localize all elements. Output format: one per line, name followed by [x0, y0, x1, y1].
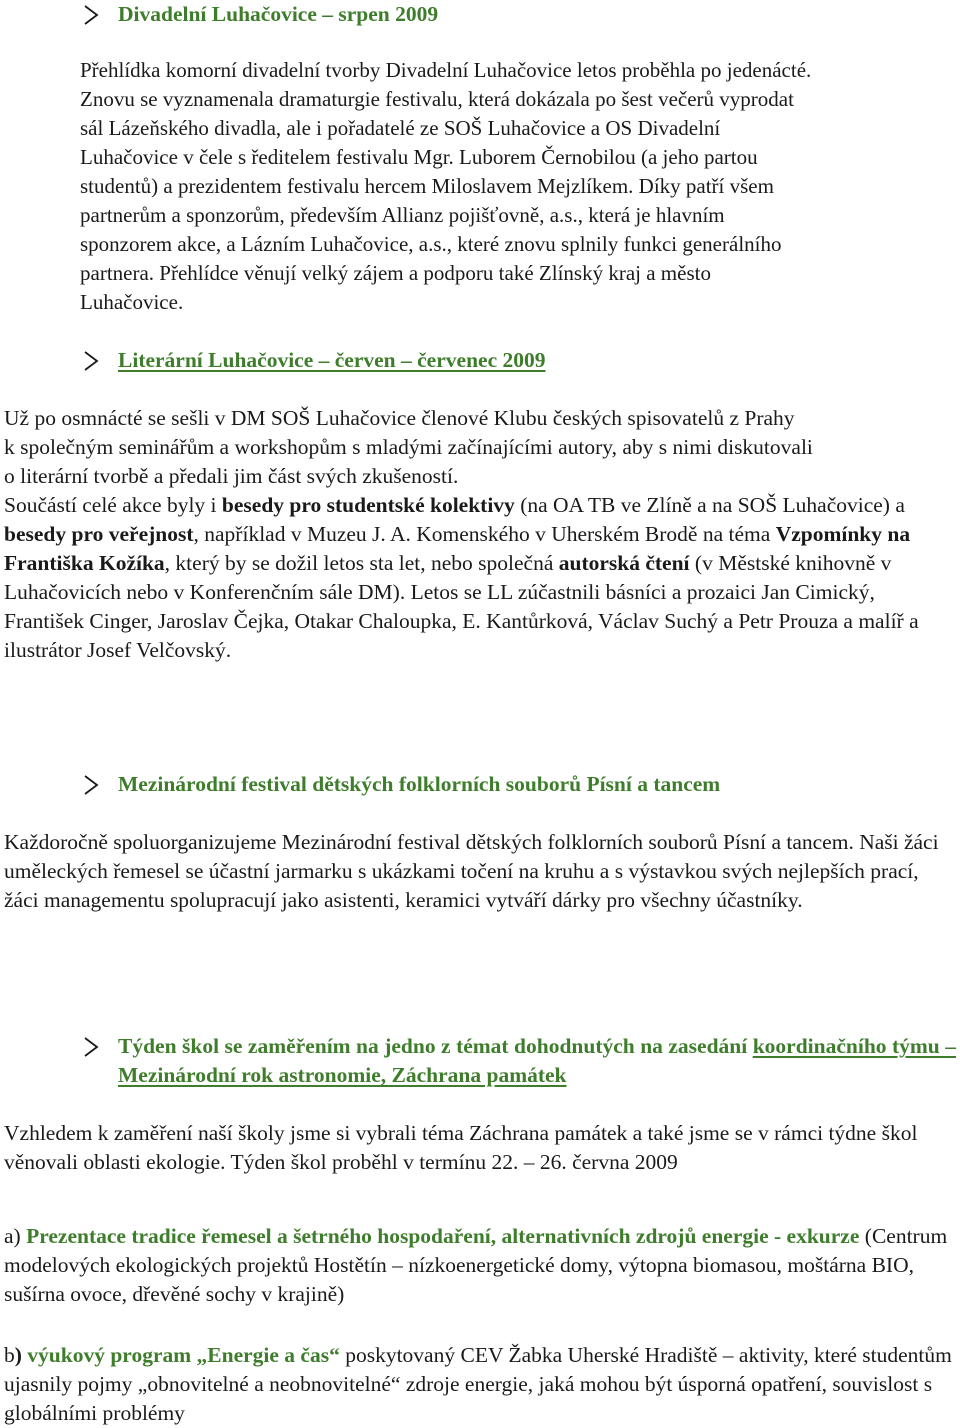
- item-prefix: b: [4, 1343, 15, 1367]
- item-highlight: výukový program „Energie a čas“: [21, 1343, 340, 1367]
- heading-text: Divadelní Luhačovice – srpen 2009: [118, 2, 439, 26]
- text-run: , který by se dožil letos sta let, nebo společná: [164, 551, 559, 575]
- text-line: Luhačovice v čele s ředitelem festivalu Mgr. Luborem Černobilou (a jeho partou: [80, 145, 758, 169]
- text-line: partnera. Přehlídce věnují velký zájem a podporu také Zlínský kraj a město: [80, 261, 711, 285]
- text-run: Součástí celé akce byly i: [4, 493, 222, 517]
- text-run: (na OA TB ve Zlíně a na SOŠ Luhačovice) a: [514, 493, 905, 517]
- text-line: Luhačovice.: [80, 290, 184, 314]
- item-prefix: a): [4, 1224, 27, 1248]
- text-line: k společným seminářům a workshopům s mladými začínajícími autory, aby s nimi diskutovali: [4, 435, 813, 459]
- item-prefix-bold: ): [14, 1343, 22, 1367]
- text-line: sál Lázeňského divadla, ale i pořadatelé ze SOŠ Luhačovice a OS Divadelní: [80, 116, 721, 140]
- paragraph-tyden-skol: Vzhledem k zaměření naší školy jsme si vybrali téma Záchrana památek a také jsme se v rámci týdne škol věnovali oblasti ekologie. Týden škol proběhl v termínu 22. – 26. června 2009: [4, 1121, 918, 1174]
- text-line: studentů) a prezidentem festivalu hercem Miloslavem Mejzlíkem. Díky patří všem: [80, 174, 774, 198]
- text-line: Znovu se vyznamenala dramaturgie festivalu, která dokázala po šest večerů vyprodat: [80, 87, 794, 111]
- paragraph-literarni-2: [4, 491, 956, 665]
- item-text: poskytovaný CEV Žabka Uherské Hradiště – aktivity, které studentům ujasnily pojmy „obnovitelné a neobnovitelné“ zdroje energie, jaká mohou být úsporná opatření, souvislost s globálními problémy: [4, 1343, 952, 1425]
- bold-run: autorská čtení: [558, 551, 690, 575]
- heading-literarni-luhacovice: [82, 346, 956, 375]
- heading-folklorni-festival: [82, 770, 956, 799]
- bold-run: Vzpomínky na Františka Kožíka: [4, 522, 911, 575]
- text-run: (v Městské knihovně v Luhačovicích nebo v Konferenčním sále DM). Letos se LL zúčastnili básníci a prozaici Jan Cimický, František Cinger, Jaroslav Čejka, Otakar Chaloupka, E. Kantůrková, Václav Suchý a Petr Prouza a malíř a ilustrátor Josef Velčovský.: [4, 551, 919, 662]
- heading-divadelni-luhacovice: [82, 0, 956, 29]
- text-line: sponzorem akce, a Lázním Luhačovice, a.s., které znovu splnily funkci generálního: [80, 232, 782, 256]
- arrowhead-bullet-icon: [82, 770, 100, 799]
- item-text: (Centrum modelových ekologických projektů Hostětín – nízkoenergetické domy, výtopna biomasou, moštárna BIO, sušírna ovoce, dřevěné sochy v krajině): [4, 1224, 948, 1306]
- heading-text: [118, 1032, 956, 1090]
- bold-run: besedy pro veřejnost: [4, 522, 194, 546]
- item-a: [4, 1222, 956, 1309]
- item-b: [4, 1341, 956, 1428]
- heading-text: Mezinárodní festival dětských folklorních souborů Písní a tancem: [118, 772, 721, 796]
- heading-part: Týden škol se zaměřením na jedno z témat dohodnutých na zasedání: [118, 1034, 748, 1058]
- paragraph-divadelni: [80, 56, 950, 317]
- heading-tyden-skol: [82, 1032, 956, 1090]
- bold-run: besedy pro studentské kolektivy: [221, 493, 515, 517]
- text-line: o literární tvorbě a předali jim část svých zkušeností.: [4, 464, 459, 488]
- item-highlight: Prezentace tradice řemesel a šetrného hospodaření, alternativních zdrojů energie - exkurze: [26, 1224, 860, 1248]
- text-line: Přehlídka komorní divadelní tvorby Divadelní Luhačovice letos proběhla po jedenácté.: [80, 58, 812, 82]
- text-run: , například v Muzeu J. A. Komenského v Uherském Brodě na téma: [193, 522, 776, 546]
- heading-part-underlined: koordinačního týmu – Mezinárodní rok astronomie, Záchrana památek: [118, 1034, 956, 1087]
- text-line: partnerům a sponzorům, především Allianz pojišťovně, a.s., která je hlavním: [80, 203, 725, 227]
- paragraph-literarni-1: [4, 404, 956, 491]
- text-line: Už po osmnácté se sešli v DM SOŠ Luhačovice členové Klubu českých spisovatelů z Prahy: [4, 406, 795, 430]
- paragraph-folklorni: Každoročně spoluorganizujeme Mezinárodní festival dětských folklorních souborů Písní a tancem. Naši žáci uměleckých řemesel se účastní jarmarku s ukázkami točení na kruhu a s výstavkou svých nejlepších prací, žáci managementu spolupracují jako asistenti, keramici vytváří dárky pro všechny účastníky.: [4, 830, 939, 912]
- heading-text: Literární Luhačovice – červen – červenec 2009: [118, 348, 546, 372]
- arrowhead-bullet-icon: [82, 1032, 100, 1061]
- arrowhead-bullet-icon: [82, 346, 100, 375]
- arrowhead-bullet-icon: [82, 0, 100, 29]
